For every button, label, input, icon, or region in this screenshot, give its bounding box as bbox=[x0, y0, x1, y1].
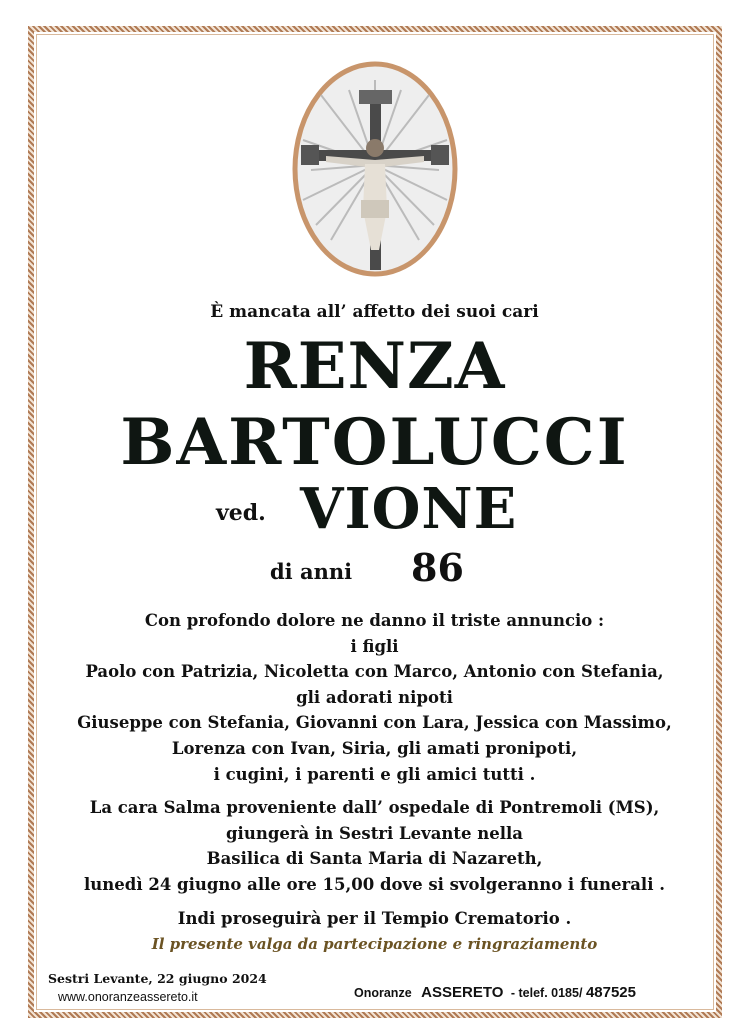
phone-number: 487525 bbox=[585, 984, 636, 1001]
announcement-body bbox=[0, 608, 749, 931]
announcement-line: gli adorati nipoti bbox=[296, 687, 453, 707]
announcement-line: Lorenza con Ivan, Siria, gli amati pronipoti, bbox=[171, 738, 578, 758]
place-date: Sestri Levante, 22 giugno 2024 bbox=[48, 971, 267, 986]
intro-text: È mancata all’ affetto dei suoi cari bbox=[210, 302, 539, 322]
age-value: 86 bbox=[411, 545, 464, 590]
announcement-line: Giuseppe con Stefania, Giovanni con Lara, Jessica con Massimo, bbox=[77, 713, 672, 733]
age-row bbox=[0, 545, 749, 593]
crucifix-icon bbox=[291, 60, 459, 278]
agency-name: ASSERETO bbox=[421, 984, 504, 1001]
announcement-line: i cugini, i parenti e gli amici tutti . bbox=[213, 764, 536, 784]
age-label: di anni bbox=[270, 559, 353, 584]
agency-contact bbox=[354, 984, 636, 1001]
phone-label: - telef. 0185/ bbox=[510, 986, 583, 1000]
married-name: VIONE bbox=[300, 476, 518, 542]
announcement-line: La cara Salma proveniente dall’ ospedale di Pontremoli (MS), bbox=[89, 798, 660, 818]
first-name: RENZA bbox=[243, 329, 506, 404]
announcement-line: lunedì 24 giugno alle ore 15,00 dove si svolgeranno i funerali . bbox=[84, 874, 665, 894]
website-link[interactable]: www.onoranzeassereto.it bbox=[58, 990, 198, 1004]
thanks-text: Il presente valga da partecipazione e ringraziamento bbox=[151, 935, 598, 953]
announcement-line: Indi proseguirà per il Tempio Crematorio . bbox=[177, 908, 572, 928]
spacer bbox=[0, 898, 749, 906]
announcement-line: giungerà in Sestri Levante nella bbox=[226, 823, 523, 843]
spacer bbox=[0, 787, 749, 795]
footer-left bbox=[48, 970, 267, 1006]
announcement-line: Con profondo dolore ne danno il triste annuncio : bbox=[144, 611, 605, 630]
married-name-row bbox=[0, 478, 749, 540]
widow-prefix: ved. bbox=[216, 500, 266, 526]
announcement-line: Basilica di Santa Maria di Nazareth, bbox=[206, 849, 543, 869]
agency-prefix: Onoranze bbox=[354, 986, 412, 1000]
last-name: BARTOLUCCI bbox=[120, 405, 629, 480]
crucifix-medallion bbox=[291, 60, 459, 278]
announcement-line: Paolo con Patrizia, Nicoletta con Marco, Antonio con Stefania, bbox=[85, 662, 664, 682]
announcement-line: i figli bbox=[350, 636, 399, 656]
